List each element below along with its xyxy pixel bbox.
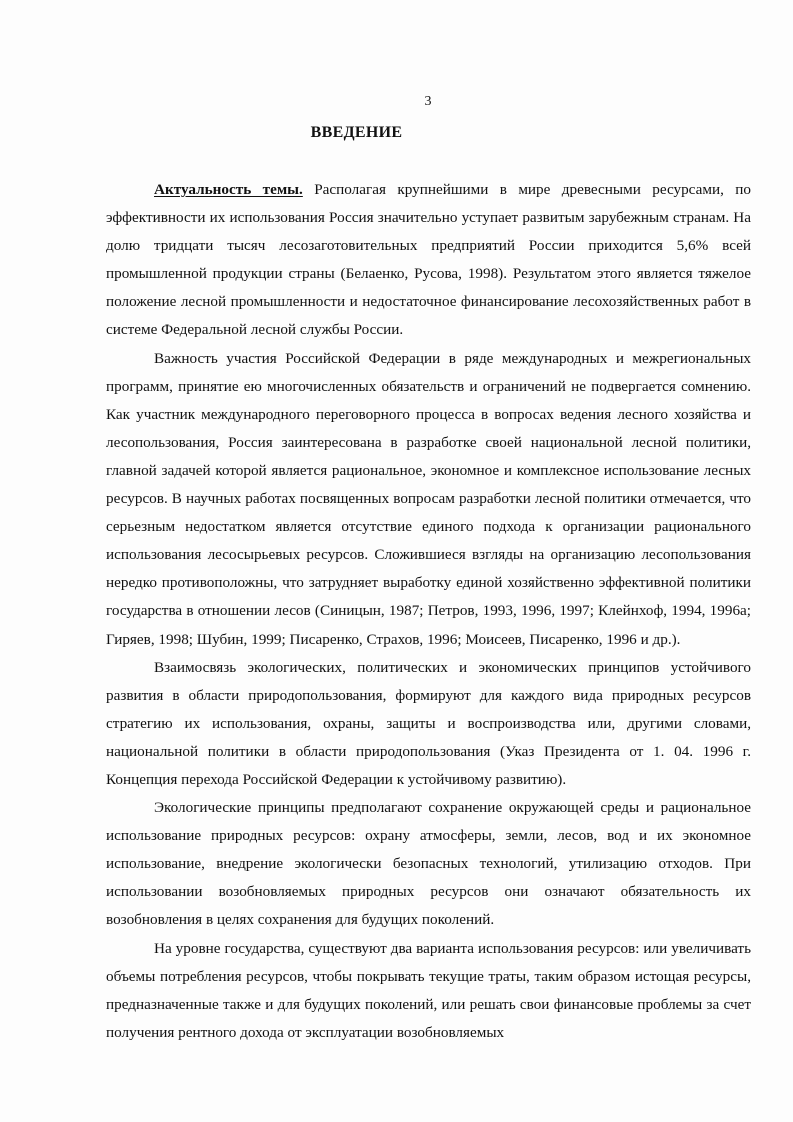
document-body [106, 176, 751, 1047]
paragraph-text: Располагая крупнейшими в мире древесными ресурсами, по эффективности их использования Россия значительно уступает развитым зарубежным странам. На долю тридцати тысяч лесозаготовительных предприятий России приходится 5,6% всей промышленной продукции страны (Белаенко, Русова, 1998). Результатом этого является тяжелое положение лесной промышленности и недостаточное финансирование лесохозяйственных работ в системе Федеральной лесной службы России. [106, 181, 751, 339]
section-heading: ВВЕДЕНИЕ [310, 124, 403, 141]
page-number: 3 [424, 94, 432, 109]
paragraph-lead-term: Актуальность темы. [154, 181, 303, 198]
paragraph-relevance [106, 176, 751, 345]
paragraph-interrelation [106, 654, 751, 794]
paragraph-state-level [106, 935, 751, 1047]
paragraph-ecological-principles [106, 794, 751, 934]
paragraph-importance [106, 345, 751, 654]
paragraph-text: На уровне государства, существуют два варианта использования ресурсов: или увеличивать объемы потребления ресурсов, чтобы покрывать текущие траты, таким образом истощая ресурсы, предназначенные также и для будущих поколений, или решать свои финансовые проблемы за счет получения рентного дохода от эксплуатации возобновляемых [106, 939, 751, 1041]
paragraph-text: Взаимосвязь экологических, политических и экономических принципов устойчивого развития в области природопользования, формируют для каждого вида природных ресурсов стратегию их использования, охраны, защиты и воспроизводства или, другими словами, национальной политики в области природопользования (Указ Президента от 1. 04. 1996 г. Концепция перехода Российской Федерации к устойчивому развитию). [106, 658, 751, 788]
paragraph-text: Экологические принципы предполагают сохранение окружающей среды и рациональное использование природных ресурсов: охрану атмосферы, земли, лесов, вод и их экономное использование, внедрение экологически безопасных технологий, утилизацию отходов. При использовании возобновляемых природных ресурсов они означают обязательность их возобновления в целях сохранения для будущих поколений. [106, 799, 751, 929]
paragraph-text: Важность участия Российской Федерации в ряде международных и межрегиональных программ, принятие ею многочисленных обязательств и ограничений не подвергается сомнению. Как участник международного переговорного процесса в вопросах ведения лесного хозяйства и лесопользования, Россия заинтересована в разработке своей национальной лесной политики, главной задачей которой является рациональное, экономное и комплексное использование лесных ресурсов. В научных работах посвященных вопросам разработки лесной политики отмечается, что серьезным недостатком является отсутствие единого подхода к организации рационального использования лесосырьевых ресурсов. Сложившиеся взгляды на организацию лесопользования нередко противоположны, что затрудняет выработку единой хозяйственно эффективной политики государства в отношении лесов (Синицын, 1987; Петров, 1993, 1996, 1997; Клейнхоф, 1994, 1996а; Гиряев, 1998; Шубин, 1999; Писаренко, Страхов, 1996; Моисеев, Писаренко, 1996 и др.). [106, 349, 751, 648]
